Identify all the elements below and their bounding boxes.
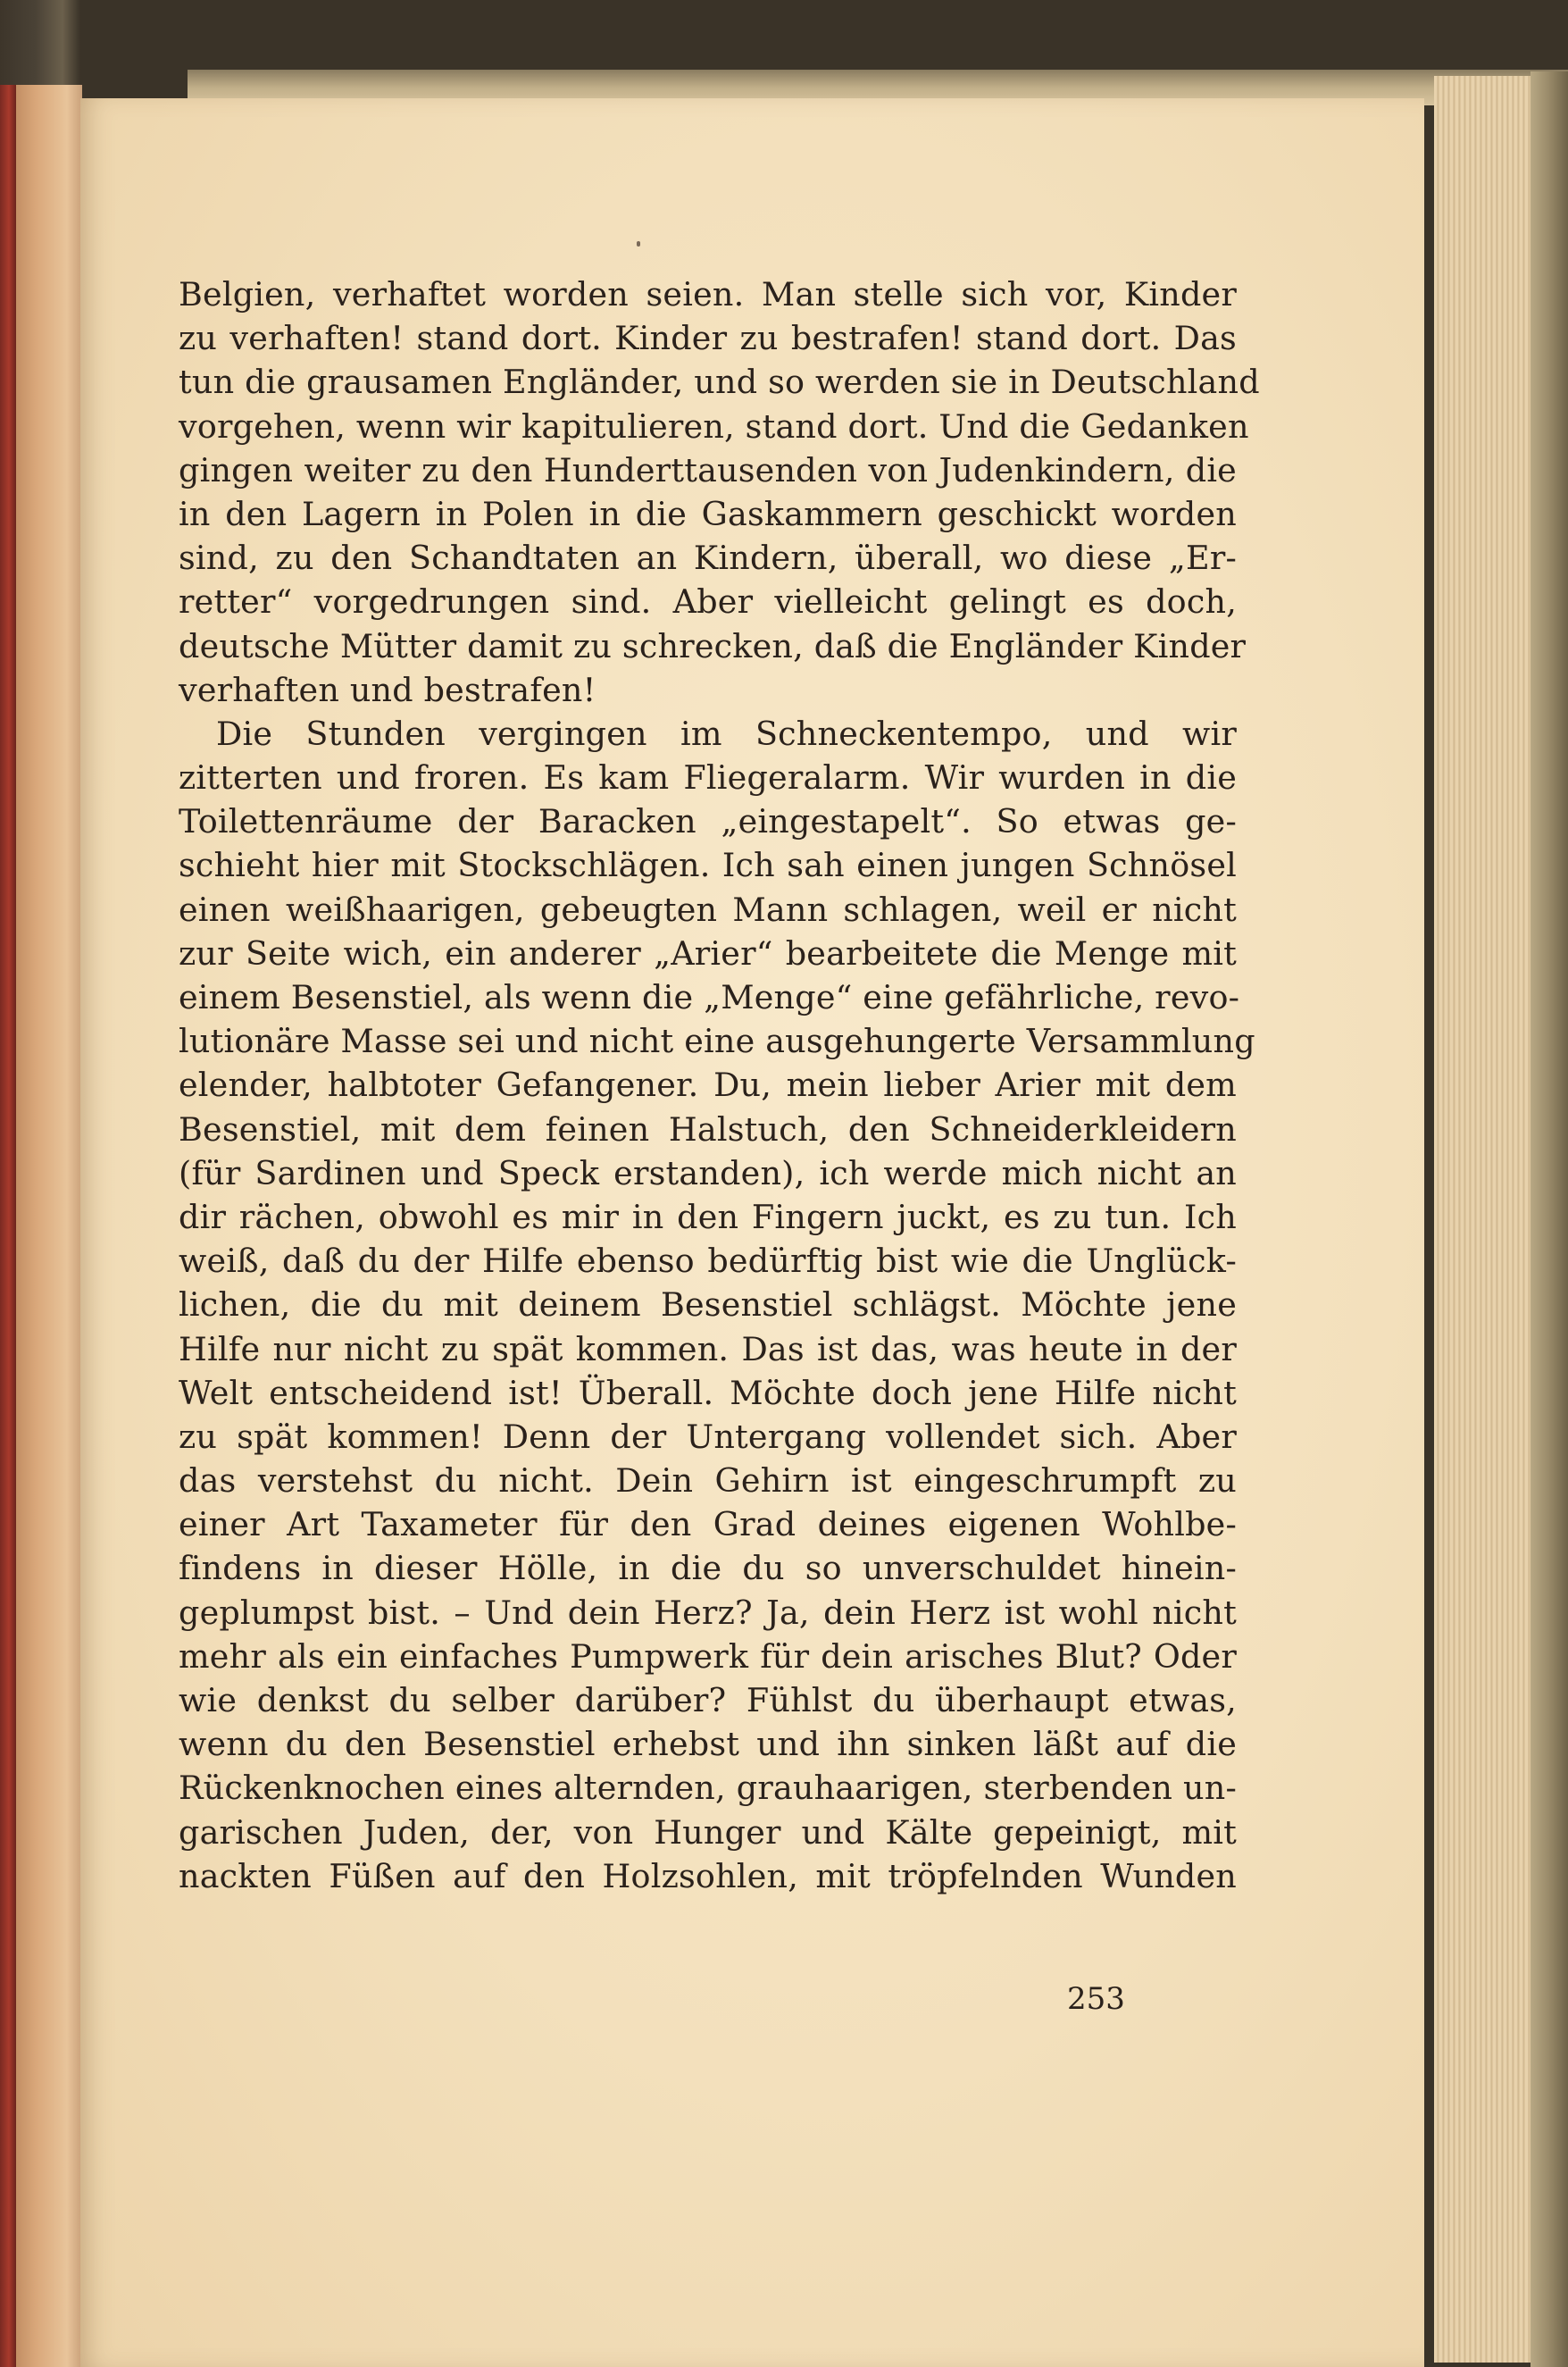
- book-cover-right: [1530, 71, 1568, 2367]
- text-line: Die Stunden vergingen im Schneckentempo, und wir: [216, 714, 1237, 753]
- text-line: in den Lagern in Polen in die Gaskammern geschickt worden: [179, 494, 1237, 533]
- text-line: zitterten und froren. Es kam Fliegeralarm. Wir wurden in die: [179, 758, 1237, 798]
- text-line: nackten Füßen auf den Holzsohlen, mit tröpfelnden Wunden: [179, 1856, 1237, 1895]
- text-line: zur Seite wich, ein anderer „Arier“ bearbeitete die Menge mit: [179, 933, 1237, 973]
- text-line: garischen Juden, der, von Hunger und Kälte gepeinigt, mit: [179, 1812, 1237, 1852]
- text-line: einen weißhaarigen, gebeugten Mann schlagen, weil er nicht: [179, 890, 1237, 929]
- text-line: Rückenknochen eines alternden, grauhaarigen, sterbenden un-: [179, 1769, 1237, 1808]
- text-line: zu spät kommen! Denn der Untergang vollendet sich. Aber: [179, 1417, 1237, 1456]
- text-line: mehr als ein einfaches Pumpwerk für dein arisches Blut? Oder: [179, 1636, 1237, 1676]
- text-line: wenn du den Besenstiel erhebst und ihn sinken läßt auf die: [179, 1725, 1237, 1764]
- text-line: schieht hier mit Stockschlägen. Ich sah einen jungen Schnösel: [179, 846, 1237, 885]
- text-line: (für Sardinen und Speck erstanden), ich werde mich nicht an: [179, 1153, 1237, 1192]
- text-line: zu verhaften! stand dort. Kinder zu bestrafen! stand dort. Das: [179, 319, 1237, 358]
- text-line: wie denkst du selber darüber? Fühlst du überhaupt etwas,: [179, 1681, 1237, 1719]
- page-speck: [637, 241, 640, 247]
- text-line: Besenstiel, mit dem feinen Halstuch, den Schneiderkleidern: [179, 1109, 1237, 1149]
- page-number: 253: [1067, 1981, 1125, 2017]
- text-line: retter“ vorgedrungen sind. Aber vielleicht gelingt es doch,: [179, 582, 1237, 622]
- text-line: Hilfe nur nicht zu spät kommen. Das ist das, was heute in der: [179, 1329, 1237, 1368]
- text-line: das verstehst du nicht. Dein Gehirn ist eingeschrumpft zu: [179, 1461, 1237, 1501]
- text-line: einer Art Taxameter für den Grad deines eigenen Wohlbe-: [179, 1505, 1237, 1544]
- text-line: einem Besenstiel, als wenn die „Menge“ eine gefährliche, revo-: [179, 978, 1240, 1016]
- text-line: tun die grausamen Engländer, und so werden sie in Deutschland: [179, 363, 1260, 402]
- text-line: geplumpst bist. – Und dein Herz? Ja, dein Herz ist wohl nicht: [179, 1593, 1237, 1632]
- text-line: lichen, die du mit deinem Besenstiel schlägst. Möchte jene: [179, 1285, 1237, 1325]
- body-text: [179, 272, 1260, 1898]
- text-line: vorgehen, wenn wir kapitulieren, stand dort. Und die Gedanken: [179, 406, 1249, 446]
- text-line: Toilettenräume der Baracken „eingestapelt“. So etwas ge-: [179, 802, 1237, 841]
- text-line: findens in dieser Hölle, in die du so unverschuldet hinein-: [179, 1549, 1237, 1588]
- text-line: Belgien, verhaftet worden seien. Man stelle sich vor, Kinder: [179, 275, 1237, 314]
- text-line: deutsche Mütter damit zu schrecken, daß die Engländer Kinder: [179, 626, 1247, 665]
- book-spine: [0, 85, 16, 2367]
- text-line: lutionäre Masse sei und nicht eine ausgehungerte Versammlung: [179, 1022, 1255, 1061]
- text-line: gingen weiter zu den Hunderttausenden von Judenkindern, die: [179, 450, 1237, 489]
- text-line: elender, halbtoter Gefangener. Du, mein lieber Arier mit dem: [179, 1066, 1237, 1105]
- text-line: sind, zu den Schandtaten an Kindern, überall, wo diese „Er-: [179, 539, 1237, 578]
- text-line: weiß, daß du der Hilfe ebenso bedürftig bist wie die Unglück-: [179, 1242, 1237, 1281]
- text-line: verhaften und bestrafen!: [179, 670, 596, 709]
- text-line: Welt entscheidend ist! Überall. Möchte doch jene Hilfe nicht: [179, 1373, 1237, 1412]
- book-page: [80, 98, 1424, 2367]
- text-line: dir rächen, obwohl es mir in den Fingern juckt, es zu tun. Ich: [179, 1197, 1237, 1236]
